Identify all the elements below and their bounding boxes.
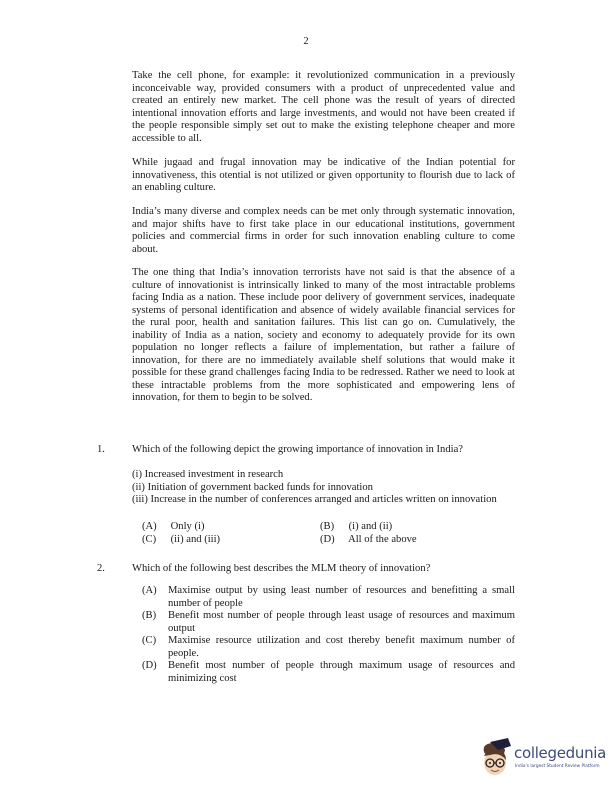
option-b	[142, 610, 515, 635]
option-a	[142, 521, 320, 534]
option-text: Benefit most number of people through least usage of resources and maximum output	[168, 610, 515, 634]
option-label: (D)	[142, 660, 157, 671]
option-text: Maximise resource utilization and cost thereby benefit maximum number of people.	[168, 635, 515, 659]
collegedunia-logo	[478, 738, 608, 782]
option-label: (A)	[142, 585, 157, 596]
option-label: (B)	[142, 610, 157, 621]
passage-paragraph: India’s many diverse and complex needs can be met only through systematic innovation, and major shifts have to first take place in our educational institutions, government policies and commercial firms in order for such innovation enabling culture to come about.	[132, 206, 515, 255]
option-c	[142, 635, 515, 660]
option-d	[142, 660, 515, 685]
option-label: (C)	[142, 635, 157, 646]
option-list	[142, 585, 515, 685]
option-text: (i) and (ii)	[348, 521, 393, 532]
question-number: 1.	[97, 444, 105, 455]
page-number: 2	[303, 36, 309, 47]
passage-paragraph: Take the cell phone, for example: it revolutionized communication in a previously inconceivable way, provided consumers with a product of unprecedented value and created an entirely new market. The cell phone was the result of years of directed intentional innovation efforts and large investments, and would not have been created if the people responsible simply set out to make the existing telephone cheaper and more accessible to all.	[132, 70, 515, 144]
option-text: (ii) and (iii)	[170, 533, 221, 545]
option-text: Only (i)	[170, 521, 205, 532]
question-text: Which of the following depict the growing importance of innovation in India?	[132, 444, 463, 455]
option-c	[142, 534, 320, 547]
statement: (i) Increased investment in research	[132, 469, 284, 480]
option-text: All of the above	[348, 533, 417, 545]
question-text: Which of the following best describes the MLM theory of innovation?	[132, 563, 431, 574]
option-b	[320, 521, 498, 534]
brand-name: collegedunia	[514, 744, 607, 762]
question-number: 2.	[97, 563, 105, 574]
statement-list	[132, 469, 532, 507]
option-list	[142, 521, 502, 546]
option-label: (B)	[320, 521, 335, 532]
option-text: Maximise output by using least number of resources and benefitting a small number of people	[168, 585, 515, 609]
passage-paragraph: The one thing that India’s innovation terrorists have not said is that the absence of a culture of innovationist is intrinsically linked to many of the most intractable problems facing India as a nation. These include poor delivery of government services, inadequate systems of personal identification and absence of widely available financial services for the rural poor, health and sanitation failures. This list can go on. Cumulatively, the inability of India as a nation, society and economy to adequately provide for its own population no longer reflects a failure of implementation, but rather a failure of innovation, for there are no immediately available shelf solutions that would make it possible for these grand challenges facing India to be redressed. Rather we need to look at these intractable problems from the more sophisticated and empowering lens of innovation, for them to begin to be solved.	[132, 267, 515, 403]
passage-paragraph: While jugaad and frugal innovation may be indicative of the Indian potential for innovativeness, this otential is not utilized or given opportunity to flourish due to lack of an enabling culture.	[132, 157, 515, 193]
statement: (iii) Increase in the number of conferences arranged and articles written on innovation	[132, 494, 497, 505]
option-a	[142, 585, 515, 610]
option-text: Benefit most number of people through maximum usage of resources and minimizing cost	[168, 660, 515, 684]
brand-tagline: India's largest Student Review Platform	[515, 764, 600, 769]
mascot-icon	[478, 738, 512, 778]
option-label: (C)	[142, 533, 157, 545]
option-label: (D)	[320, 533, 335, 545]
option-label: (A)	[142, 521, 157, 532]
option-d	[320, 534, 498, 547]
statement: (ii) Initiation of government backed funds for innovation	[132, 481, 373, 493]
